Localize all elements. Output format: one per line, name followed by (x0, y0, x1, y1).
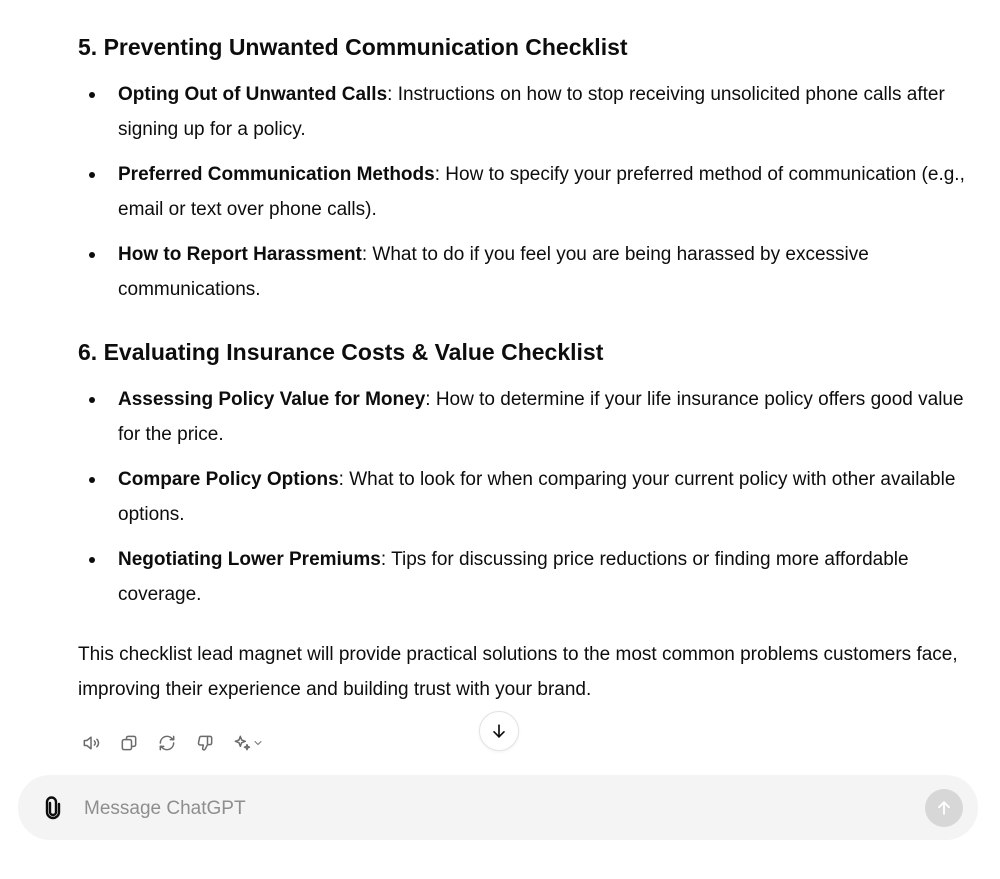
section-title: 6. Evaluating Insurance Costs & Value Checklist (78, 339, 604, 365)
checklist (78, 77, 968, 317)
item-label: How to Report Harassment (118, 244, 362, 265)
arrow-up-icon (934, 798, 954, 818)
item-text: : How to specify your preferred method of communication (e.g., email or text over phone calls). (118, 164, 965, 220)
arrow-down-icon (489, 721, 509, 741)
bullet (89, 92, 95, 98)
item-text: : Instructions on how to stop receiving unsolicited phone calls after signing up for a policy. (118, 84, 945, 140)
item-label: Preferred Communication Methods (118, 164, 435, 185)
section-title: 5. Preventing Unwanted Communication Checklist (78, 34, 628, 60)
message-composer (18, 775, 978, 840)
bullet (89, 557, 95, 563)
list-item (78, 157, 968, 227)
message-actions (78, 729, 266, 757)
list-item (78, 542, 968, 612)
scroll-to-bottom-button[interactable] (479, 711, 519, 751)
item-text: : How to determine if your life insurance policy offers good value for the price. (118, 389, 964, 445)
item-text: : What to look for when comparing your current policy with other available options. (118, 469, 956, 525)
chevron-down-icon (252, 737, 264, 749)
bullet (89, 477, 95, 483)
closing-paragraph: This checklist lead magnet will provide practical solutions to the most common problems customers face, improving their experience and building trust with your brand. (78, 644, 958, 700)
bullet (89, 172, 95, 178)
message-input[interactable] (82, 791, 906, 827)
item-label: Negotiating Lower Premiums (118, 549, 381, 570)
item-label: Compare Policy Options (118, 469, 339, 490)
list-item (78, 237, 968, 307)
list-item (78, 382, 968, 452)
sparkle-icon[interactable] (230, 730, 266, 756)
bullet (89, 397, 95, 403)
regenerate-icon[interactable] (154, 730, 180, 756)
list-item (78, 77, 968, 147)
read-aloud-icon[interactable] (78, 730, 104, 756)
send-button[interactable] (925, 789, 963, 827)
bullet (89, 252, 95, 258)
item-label: Opting Out of Unwanted Calls (118, 84, 388, 105)
thumbs-down-icon[interactable] (192, 730, 218, 756)
item-text: : Tips for discussing price reductions or finding more affordable coverage. (118, 549, 909, 605)
checklist (78, 382, 968, 622)
item-text: : What to do if you feel you are being harassed by excessive communications. (118, 244, 869, 300)
paperclip-icon (41, 796, 65, 820)
item-label: Assessing Policy Value for Money (118, 389, 426, 410)
attach-button[interactable] (40, 795, 66, 821)
copy-icon[interactable] (116, 730, 142, 756)
list-item (78, 462, 968, 532)
